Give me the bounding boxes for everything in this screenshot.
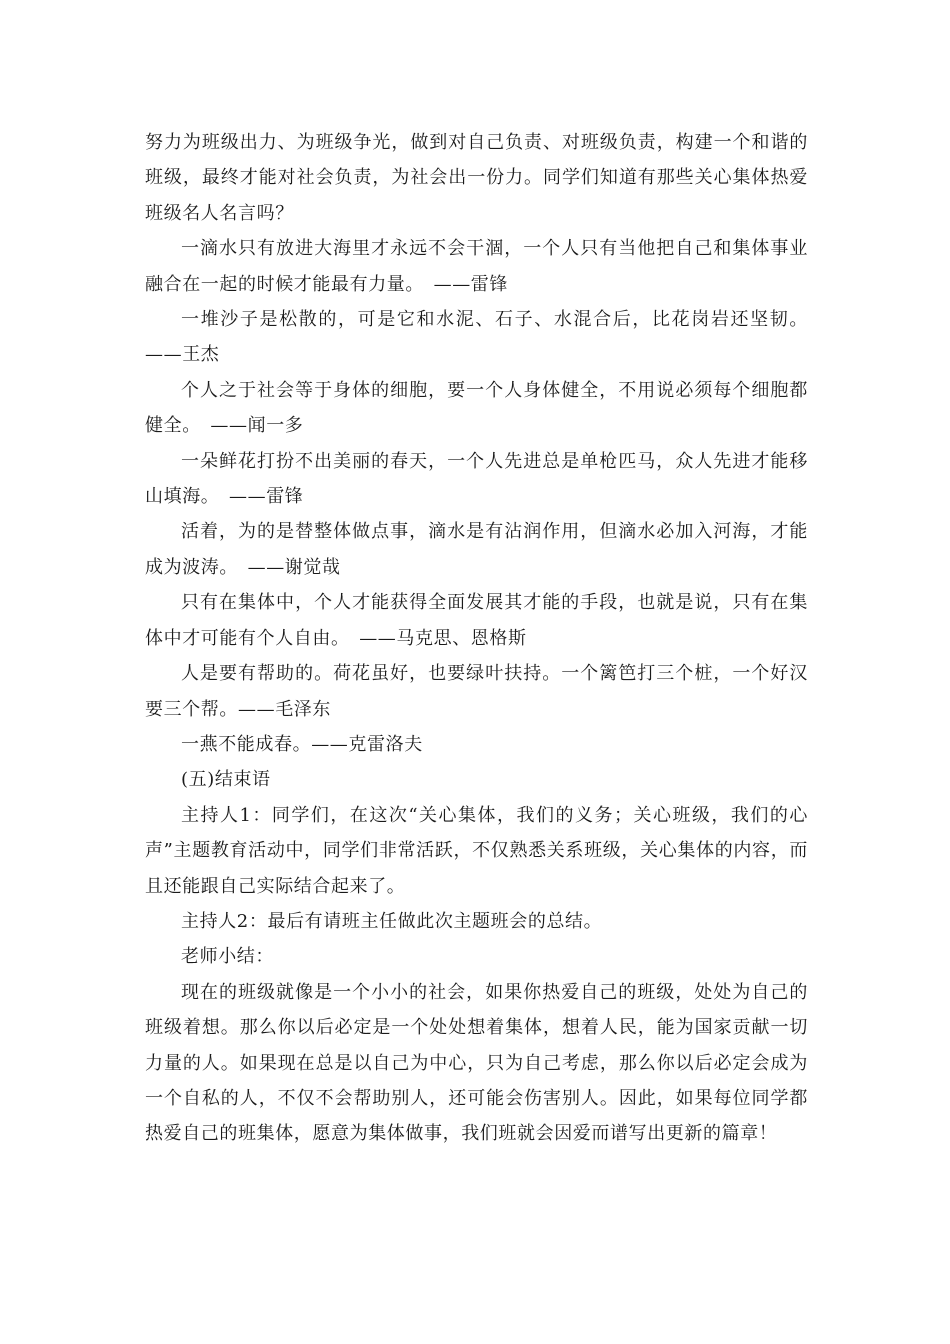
host-speech-paragraph: 主持人2：最后有请班主任做此次主题班会的总结。	[181, 910, 603, 932]
quote-paragraph: 一燕不能成春。——克雷洛夫	[181, 733, 423, 755]
document-body	[145, 125, 808, 1152]
quote-paragraph: 活着，为的是替整体做点事，滴水是有沾润作用，但滴水必加入河海，才能成为波涛。 ——谢觉哉	[145, 521, 808, 578]
teacher-summary-paragraph: 现在的班级就像是一个小小的社会，如果你热爱自己的班级，处处为自己的班级着想。那么你以后必定是一个处处想着集体，想着人民，能为国家贡献一切力量的人。如果现在总是以自己为中心，只为自己考虑，那么你以后必定会成为一个自私的人，不仅不会帮助别人，还可能会伤害别人。因此，如果每位同学都热爱自己的班集体，愿意为集体做事，我们班就会因爱而谱写出更新的篇章！	[145, 981, 808, 1145]
quote-paragraph: 一滴水只有放进大海里才永远不会干涸，一个人只有当他把自己和集体事业融合在一起的时候才能最有力量。 ——雷锋	[145, 238, 808, 295]
quote-paragraph: 人是要有帮助的。荷花虽好，也要绿叶扶持。一个篱笆打三个桩，一个好汉要三个帮。——毛泽东	[145, 663, 808, 720]
section-heading: (五)结束语	[181, 769, 271, 791]
teacher-summary-heading: 老师小结：	[181, 946, 274, 968]
host-speech-paragraph: 主持人1：同学们，在这次“关心集体，我们的义务；关心班级，我们的心声”主题教育活动中，同学们非常活跃，不仅熟悉关系班级，关心集体的内容，而且还能跟自己实际结合起来了。	[145, 804, 808, 897]
quote-paragraph: 只有在集体中，个人才能获得全面发展其才能的手段，也就是说，只有在集体中才可能有个人自由。 ——马克思、恩格斯	[145, 592, 808, 649]
quote-paragraph: 个人之于社会等于身体的细胞，要一个人身体健全，不用说必须每个细胞都健全。 ——闻一多	[145, 379, 808, 437]
quote-paragraph: 一朵鲜花打扮不出美丽的春天，一个人先进总是单枪匹马，众人先进才能移山填海。 ——雷锋	[145, 450, 808, 508]
paragraph-intro: 努力为班级出力、为班级争光，做到对自己负责、对班级负责，构建一个和谐的班级，最终才能对社会负责，为社会出一份力。同学们知道有那些关心集体热爱班级名人名言吗？	[145, 132, 808, 224]
quote-paragraph: 一堆沙子是松散的，可是它和水泥、石子、水混合后，比花岗岩还坚韧。——王杰	[145, 309, 808, 366]
